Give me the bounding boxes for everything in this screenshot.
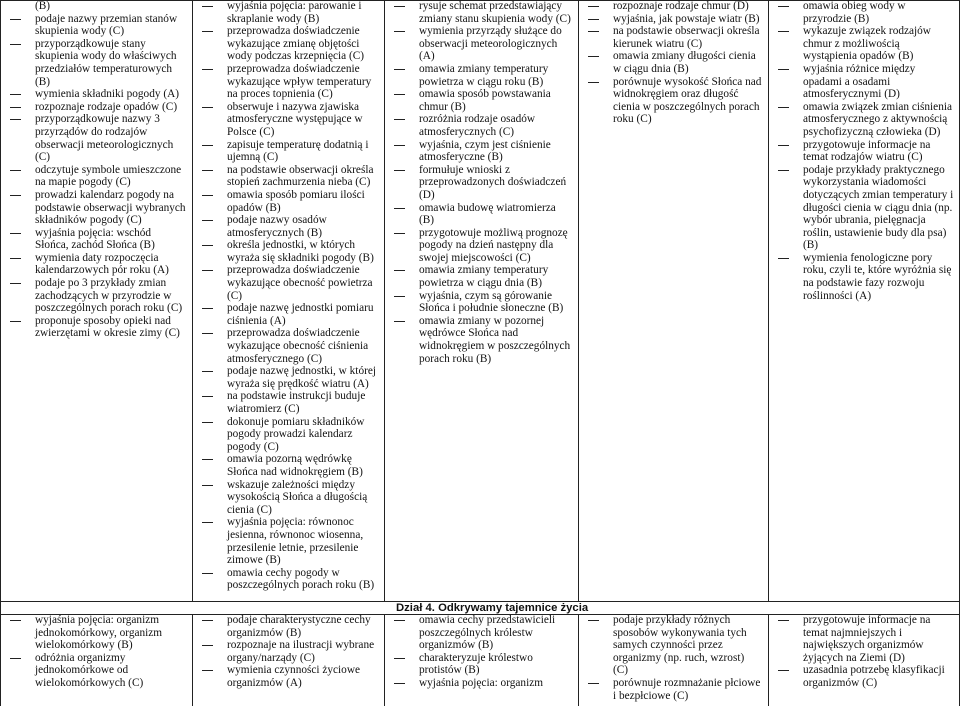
top-column-3 <box>384 0 578 601</box>
list-item: wyjaśnia pojęcia: wschód Słońca, zachód Słońca (B) <box>0 227 192 252</box>
list-item: wyjaśnia, jak powstaje wiatr (B) <box>578 13 768 26</box>
list-item: odczytuje symbole umieszczone na mapie pogody (C) <box>0 164 192 189</box>
list-item: porównuje rozmnażanie płciowe i bezpłciowe (C) <box>578 677 768 702</box>
requirements-list <box>0 614 192 690</box>
list-item: omawia zmiany temperatury powietrza w ciągu roku (B) <box>384 63 578 88</box>
top-column-1 <box>0 0 192 601</box>
list-item: omawia zmiany długości cienia w ciągu dnia (B) <box>578 50 768 75</box>
list-item: omawia zmiany w pozornej wędrówce Słońca nad widnokręgiem w poszczególnych porach roku (B) <box>384 315 578 365</box>
list-item: przygotowuje informacje na temat najmniejszych i największych organizmów żyjących na Ziemi (D) <box>768 614 960 664</box>
list-item: podaje nazwę jednostki pomiaru ciśnienia (A) <box>192 302 384 327</box>
section-heading: Dział 4. Odkrywamy tajemnice życia <box>396 602 589 614</box>
list-item: charakteryzuje królestwo protistów (B) <box>384 652 578 677</box>
list-item: przeprowadza doświadczenie wykazujące obecność powietrza (C) <box>192 264 384 302</box>
bottom-column-5 <box>768 614 960 706</box>
list-item: uzasadnia potrzebę klasyfikacji organizmów (C) <box>768 664 960 689</box>
list-item: podaje nazwę jednostki, w której wyraża się prędkość wiatru (A) <box>192 365 384 390</box>
list-item: określa jednostki, w których wyraża się składniki pogody (B) <box>192 239 384 264</box>
top-column-5 <box>768 0 960 601</box>
list-item: przeprowadza doświadczenie wykazujące obecność ciśnienia atmosferycznego (C) <box>192 327 384 365</box>
list-item: wyjaśnia pojęcia: parowanie i skraplanie wody (B) <box>192 0 384 25</box>
list-item: wyjaśnia pojęcia: organizm jednokomórkowy, organizm wielokomórkowy (B) <box>0 614 192 652</box>
top-column-4 <box>578 0 768 601</box>
list-item: formułuje wnioski z przeprowadzonych doświadczeń (D) <box>384 164 578 202</box>
list-item: przygotowuje możliwą prognozę pogody na dzień następny dla swojej miejscowości (C) <box>384 227 578 265</box>
list-item: omawia budowę wiatromierza (B) <box>384 202 578 227</box>
list-item: rozpoznaje rodzaje opadów (C) <box>0 101 192 114</box>
bottom-column-1 <box>0 614 192 706</box>
requirements-list <box>384 614 578 690</box>
carryover-text: (B) <box>35 0 51 12</box>
list-item: wyjaśnia, czym jest ciśnienie atmosferyczne (B) <box>384 139 578 164</box>
list-item: podaje charakterystyczne cechy organizmów (B) <box>192 614 384 639</box>
list-item: wyjaśnia pojęcia: organizm <box>384 677 578 690</box>
list-item: omawia zmiany temperatury powietrza w ciągu dnia (B) <box>384 264 578 289</box>
list-item: podaje po 3 przykłady zmian zachodzących w przyrodzie w poszczególnych porach roku (C) <box>0 277 192 315</box>
list-item: wymienia daty rozpoczęcia kalendarzowych pór roku (A) <box>0 252 192 277</box>
list-item: porównuje wysokość Słońca nad widnokręgiem oraz długość cienia w poszczególnych porach roku (C) <box>578 76 768 126</box>
list-item: na podstawie instrukcji buduje wiatromierz (C) <box>192 390 384 415</box>
list-item: wyjaśnia pojęcia: równonoc jesienna, równonoc wiosenna, przesilenie letnie, przesilenie zimowe (B) <box>192 516 384 566</box>
list-item: wskazuje zależności między wysokością Słońca a długością cienia (C) <box>192 479 384 517</box>
list-item: wymienia czynności życiowe organizmów (A) <box>192 664 384 689</box>
list-item: przyporządkowuje stany skupienia wody do właściwych przedziałów temperaturowych (B) <box>0 38 192 88</box>
list-item: podaje nazwy osadów atmosferycznych (B) <box>192 214 384 239</box>
list-item: przyporządkowuje nazwy 3 przyrządów do rodzajów obserwacji meteorologicznych (C) <box>0 113 192 163</box>
list-item: przygotowuje informacje na temat rodzajów wiatru (C) <box>768 139 960 164</box>
requirements-list <box>768 0 960 302</box>
list-item: proponuje sposoby opieki nad zwierzętami w okresie zimy (C) <box>0 315 192 340</box>
list-item: wymienia składniki pogody (A) <box>0 88 192 101</box>
list-item: omawia obieg wody w przyrodzie (B) <box>768 0 960 25</box>
list-item: przeprowadza doświadczenie wykazujące wpływ temperatury na proces topnienia (C) <box>192 63 384 101</box>
list-item: podaje przykłady praktycznego wykorzystania wiadomości dotyczących zmian temperatury i długości cienia w ciągu dnia (np. wybór ubrania, pielęgnacja roślin, ustawienie budy dla psa) (B) <box>768 164 960 252</box>
list-item: wyjaśnia różnice między opadami a osadami atmosferycznymi (D) <box>768 63 960 101</box>
list-item: dokonuje pomiaru składników pogody prowadzi kalendarz pogody (C) <box>192 416 384 454</box>
bottom-column-4 <box>578 614 768 706</box>
requirements-list <box>0 13 192 340</box>
list-item: omawia pozorną wędrówkę Słońca nad widnokręgiem (B) <box>192 453 384 478</box>
list-item: podaje nazwy przemian stanów skupienia wody (C) <box>0 13 192 38</box>
list-item: wykazuje związek rodzajów chmur z możliwością wystąpienia opadów (B) <box>768 25 960 63</box>
list-item: zapisuje temperaturę dodatnią i ujemną (C) <box>192 139 384 164</box>
requirements-list <box>384 0 578 365</box>
requirements-list <box>578 0 768 126</box>
list-item: rozróżnia rodzaje osadów atmosferycznych (C) <box>384 113 578 138</box>
list-item: omawia związek zmian ciśnienia atmosferycznego z aktywnością psychofizyczną człowieka (D) <box>768 101 960 139</box>
requirements-list <box>192 614 384 690</box>
list-item: prowadzi kalendarz pogody na podstawie obserwacji wybranych składników pogody (C) <box>0 189 192 227</box>
list-item: omawia sposób pomiaru ilości opadów (B) <box>192 189 384 214</box>
list-item: obserwuje i nazywa zjawiska atmosferyczne występujące w Polsce (C) <box>192 101 384 139</box>
list-item: omawia cechy przedstawicieli poszczególnych królestw organizmów (B) <box>384 614 578 652</box>
list-item: rozpoznaje na ilustracji wybrane organy/narządy (C) <box>192 639 384 664</box>
list-item: wyjaśnia, czym są górowanie Słońca i południe słoneczne (B) <box>384 290 578 315</box>
top-column-2 <box>192 0 384 601</box>
list-item: omawia sposób powstawania chmur (B) <box>384 88 578 113</box>
list-item: na podstawie obserwacji określa stopień zachmurzenia nieba (C) <box>192 164 384 189</box>
list-item: odróżnia organizmy jednokomórkowe od wielokomórkowych (C) <box>0 652 192 690</box>
list-item: wymienia fenologiczne pory roku, czyli te, które wyróżnia się na podstawie fazy rozwoju roślinności (A) <box>768 252 960 302</box>
requirements-list <box>192 0 384 592</box>
bottom-column-3 <box>384 614 578 706</box>
requirements-list <box>768 614 960 690</box>
requirements-list <box>578 614 768 702</box>
list-item: rysuje schemat przedstawiający zmiany stanu skupienia wody (C) <box>384 0 578 25</box>
list-item: na podstawie obserwacji określa kierunek wiatru (C) <box>578 25 768 50</box>
list-item: podaje przykłady różnych sposobów wykonywania tych samych czynności przez organizmy (np. ruch, wzrost) (C) <box>578 614 768 677</box>
list-item: omawia cechy pogody w poszczególnych porach roku (B) <box>192 567 384 592</box>
list-item: wymienia przyrządy służące do obserwacji meteorologicznych (A) <box>384 25 578 63</box>
list-item: rozpoznaje rodzaje chmur (D) <box>578 0 768 13</box>
bottom-column-2 <box>192 614 384 706</box>
list-item: przeprowadza doświadczenie wykazujące zmianę objętości wody podczas krzepnięcia (C) <box>192 25 384 63</box>
